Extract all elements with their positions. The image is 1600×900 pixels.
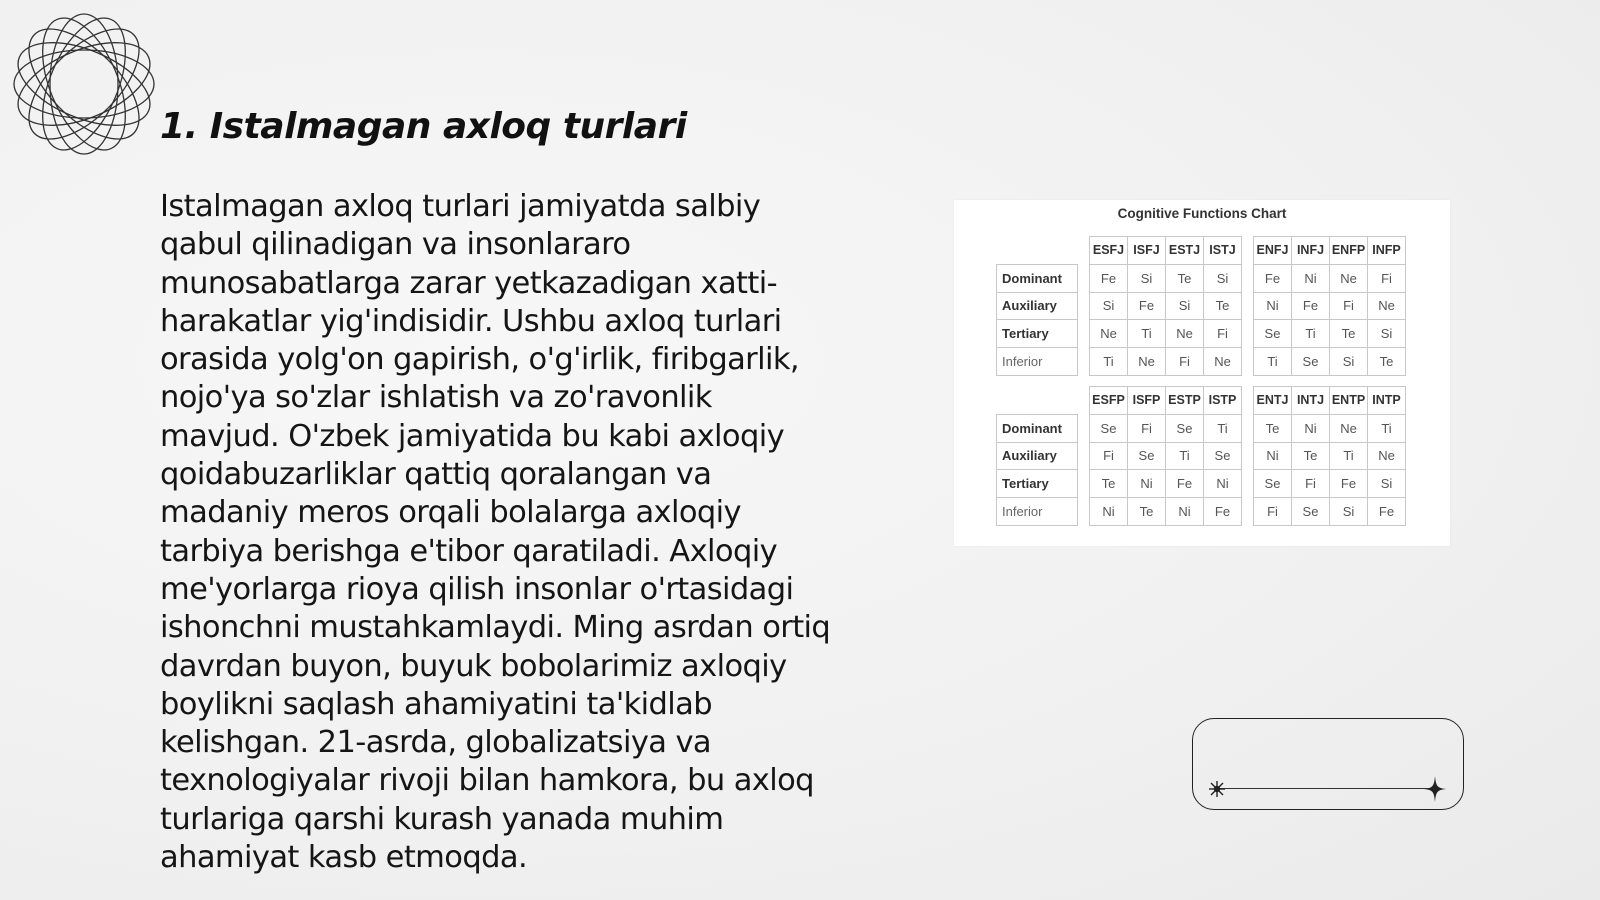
table-cell: Te xyxy=(1203,292,1242,321)
table-cell: Si xyxy=(1203,264,1242,293)
row-label: Dominant xyxy=(996,414,1078,443)
table-cell: Ti xyxy=(1367,414,1406,443)
table-cell: Ti xyxy=(1089,347,1128,376)
table-row xyxy=(996,414,1406,442)
table-cell: Ti xyxy=(1329,442,1368,471)
table-cell: Ne xyxy=(1367,442,1406,471)
column-header: ENTP xyxy=(1329,386,1368,415)
table-cell: Fi xyxy=(1329,292,1368,321)
table-cell: Ne xyxy=(1367,292,1406,321)
chart-title: Cognitive Functions Chart xyxy=(1117,206,1287,221)
table-block-1 xyxy=(996,236,1406,375)
table-row xyxy=(996,319,1406,347)
table-cell: Ni xyxy=(1291,414,1330,443)
row-label: Inferior xyxy=(996,497,1078,526)
table-cell: Si xyxy=(1329,497,1368,526)
sparkle-star-icon xyxy=(1423,775,1447,803)
table-cell: Ni xyxy=(1291,264,1330,293)
row-label: Tertiary xyxy=(996,319,1078,348)
column-header: ISFJ xyxy=(1127,236,1166,265)
table-cell: Ni xyxy=(1253,442,1292,471)
table-cell: Si xyxy=(1367,469,1406,498)
table-row xyxy=(996,264,1406,292)
table-cell: Te xyxy=(1127,497,1166,526)
column-header: ISFP xyxy=(1127,386,1166,415)
table-cell: Se xyxy=(1291,497,1330,526)
table-cell: Ni xyxy=(1203,469,1242,498)
table-row xyxy=(996,442,1406,470)
column-header: ENFP xyxy=(1329,236,1368,265)
header-blank xyxy=(996,236,1078,265)
table-cell: Fe xyxy=(1165,469,1204,498)
table-cell: Si xyxy=(1165,292,1204,321)
table-cell: Fi xyxy=(1367,264,1406,293)
row-label: Auxiliary xyxy=(996,292,1078,321)
table-cell: Se xyxy=(1253,469,1292,498)
sun-icon xyxy=(1207,779,1227,799)
table-cell: Fi xyxy=(1127,414,1166,443)
circular-ornament-icon xyxy=(10,10,158,158)
table-cell: Si xyxy=(1089,292,1128,321)
table-cell: Fi xyxy=(1253,497,1292,526)
table-cell: Ne xyxy=(1089,319,1128,348)
row-label: Dominant xyxy=(996,264,1078,293)
table-cell: Te xyxy=(1089,469,1128,498)
table-cell: Te xyxy=(1367,347,1406,376)
table-cell: Fe xyxy=(1203,497,1242,526)
table-cell: Se xyxy=(1127,442,1166,471)
table-header-row xyxy=(996,386,1406,414)
column-header: ISTP xyxy=(1203,386,1242,415)
table-cell: Si xyxy=(1367,319,1406,348)
row-label: Inferior xyxy=(996,347,1078,376)
table-cell: Si xyxy=(1329,347,1368,376)
column-header: INFJ xyxy=(1291,236,1330,265)
column-header: ESTJ xyxy=(1165,236,1204,265)
table-row xyxy=(996,469,1406,497)
column-header: INTP xyxy=(1367,386,1406,415)
column-header: INFP xyxy=(1367,236,1406,265)
slider-track[interactable] xyxy=(1215,788,1437,789)
table-cell: Te xyxy=(1291,442,1330,471)
table-cell: Ne xyxy=(1165,319,1204,348)
table-cell: Ne xyxy=(1329,264,1368,293)
table-cell: Se xyxy=(1165,414,1204,443)
table-cell: Ne xyxy=(1127,347,1166,376)
table-cell: Si xyxy=(1127,264,1166,293)
table-cell: Te xyxy=(1165,264,1204,293)
table-cell: Se xyxy=(1291,347,1330,376)
table-row xyxy=(996,292,1406,320)
table-cell: Ne xyxy=(1329,414,1368,443)
column-header: ESTP xyxy=(1165,386,1204,415)
table-cell: Ti xyxy=(1165,442,1204,471)
column-header: ESFJ xyxy=(1089,236,1128,265)
row-label: Tertiary xyxy=(996,469,1078,498)
table-cell: Ti xyxy=(1203,414,1242,443)
table-cell: Ni xyxy=(1165,497,1204,526)
row-label: Auxiliary xyxy=(996,442,1078,471)
table-cell: Fe xyxy=(1253,264,1292,293)
slider-widget xyxy=(1192,718,1464,810)
header-blank xyxy=(996,386,1078,415)
table-cell: Fi xyxy=(1291,469,1330,498)
table-cell: Ni xyxy=(1127,469,1166,498)
table-cell: Ti xyxy=(1253,347,1292,376)
table-cell: Ni xyxy=(1253,292,1292,321)
table-cell: Fe xyxy=(1329,469,1368,498)
table-row xyxy=(996,347,1406,375)
table-cell: Ni xyxy=(1089,497,1128,526)
table-cell: Ne xyxy=(1203,347,1242,376)
table-header-row xyxy=(996,236,1406,264)
table-cell: Fe xyxy=(1367,497,1406,526)
cognitive-functions-chart xyxy=(954,200,1450,546)
table-cell: Se xyxy=(1253,319,1292,348)
column-header: ENTJ xyxy=(1253,386,1292,415)
column-header: ENFJ xyxy=(1253,236,1292,265)
table-row xyxy=(996,497,1406,525)
table-block-2 xyxy=(996,386,1406,525)
table-cell: Fi xyxy=(1203,319,1242,348)
table-cell: Ti xyxy=(1291,319,1330,348)
table-cell: Te xyxy=(1253,414,1292,443)
table-cell: Fe xyxy=(1127,292,1166,321)
slide-title: 1. Istalmagan axloq turlari xyxy=(160,106,687,147)
slide-body-text: Istalmagan axloq turlari jamiyatda salbiy qabul qilinadigan va insonlararo munosabatlarga zarar yetkazadigan xatti-harakatlar yig'indisidir. Ushbu axloq turlari orasida yolg'on gapirish, o'g'irlik, firibgarlik, nojo'ya so'zlar ishlatish va zo'ravonlik mavjud. O'zbek jamiyatida bu kabi axloqiy qoidabuzarliklar qattiq qoralangan va madaniy meros orqali bolalarga axloqiy tarbiya berishga e'tibor qaratiladi. Axloqiy me'yorlarga rioya qilish insonlar o'rtasidagi ishonchni mustahkamlaydi. Ming asrdan ortiq davrdan buyon, buyuk bobolarimiz axloqiy boylikni saqlash ahamiyatini ta'kidlab kelishgan. 21-asrda, globalizatsiya va texnologiyalar rivoji bilan hamkora, bu axloq turlariga qarshi kurash yanada muhim ahamiyat kasb etmoqda. xyxy=(160,189,831,876)
table-cell: Se xyxy=(1203,442,1242,471)
table-cell: Se xyxy=(1089,414,1128,443)
column-header: ISTJ xyxy=(1203,236,1242,265)
table-cell: Fe xyxy=(1089,264,1128,293)
table-cell: Fi xyxy=(1165,347,1204,376)
column-header: ESFP xyxy=(1089,386,1128,415)
table-cell: Fi xyxy=(1089,442,1128,471)
table-cell: Ti xyxy=(1127,319,1166,348)
table-cell: Te xyxy=(1329,319,1368,348)
column-header: INTJ xyxy=(1291,386,1330,415)
table-cell: Fe xyxy=(1291,292,1330,321)
